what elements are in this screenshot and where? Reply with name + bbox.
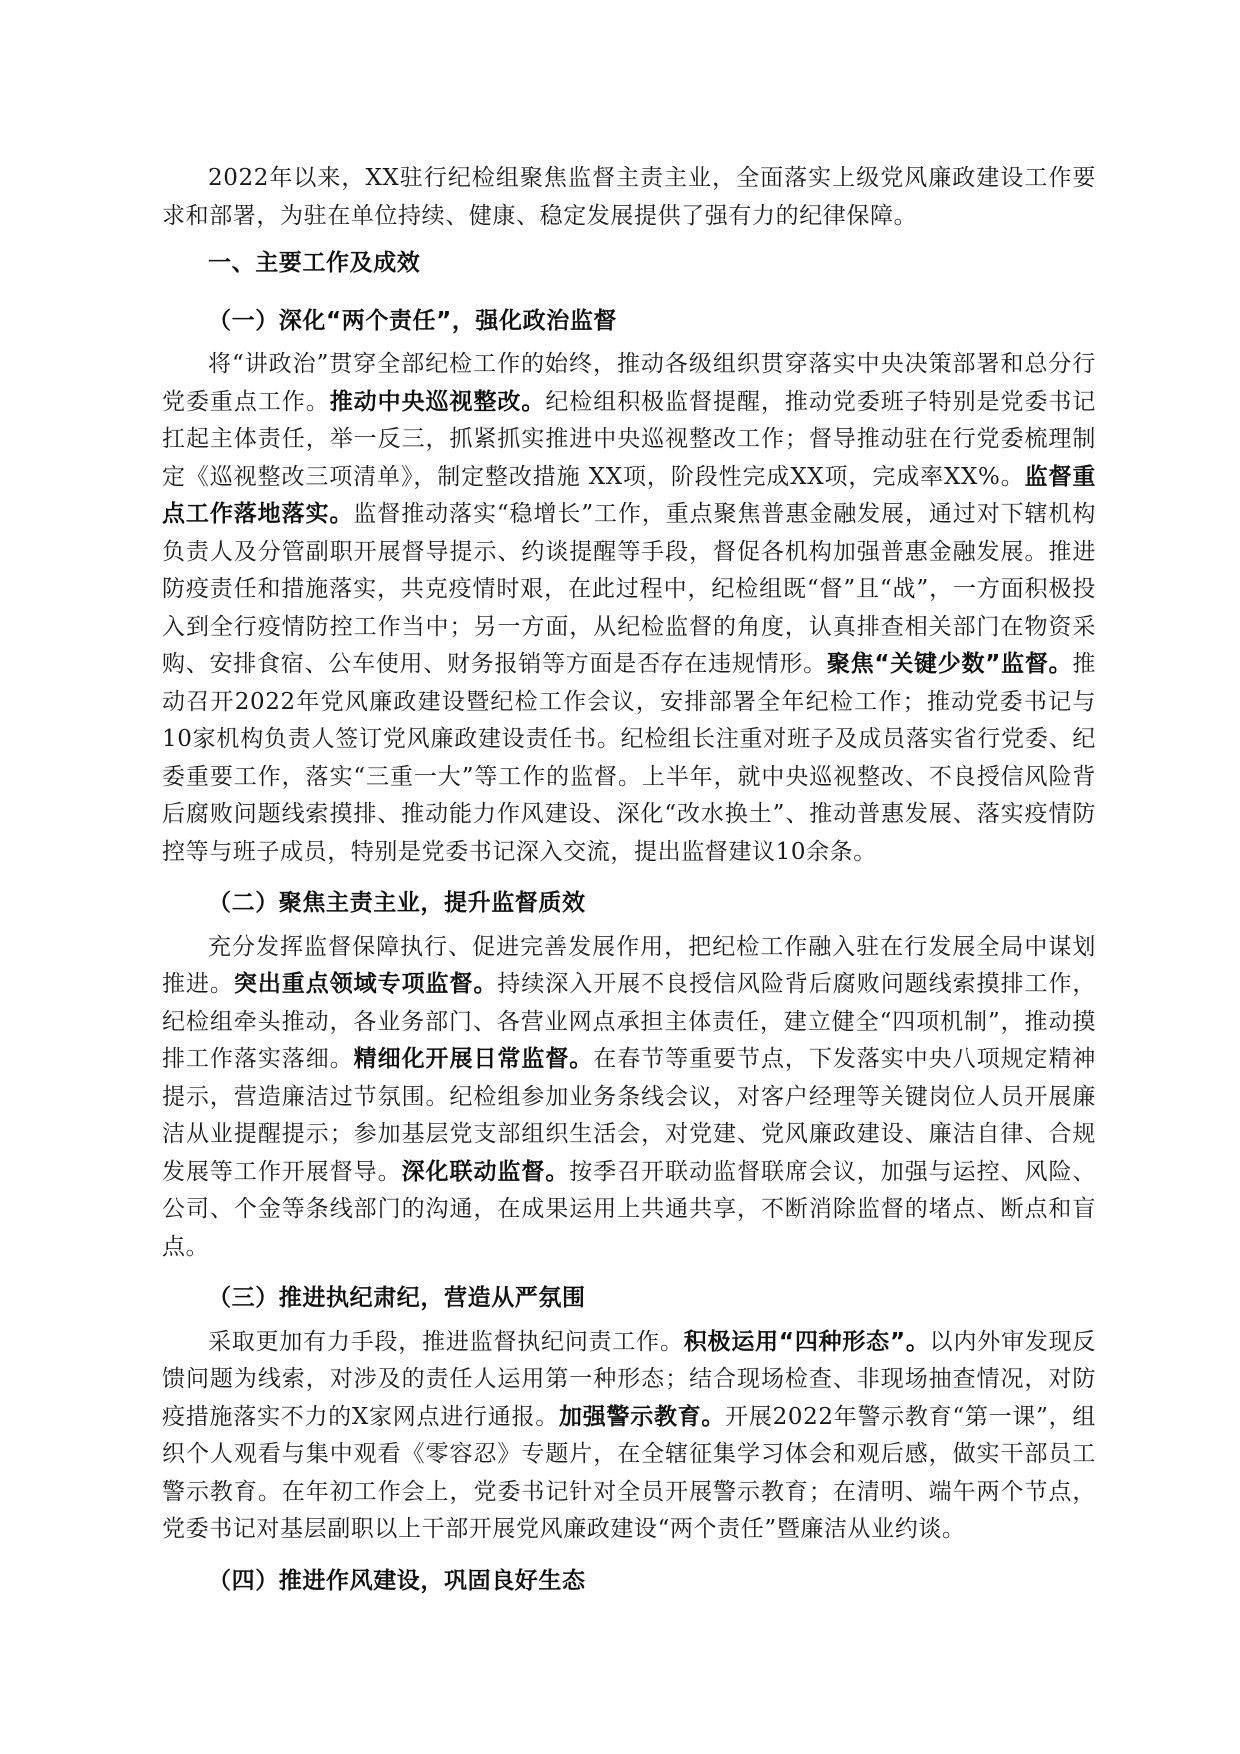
bold-lead-text: 推动中央巡视整改。 [329, 388, 546, 415]
body-text: 开展2022年警示教育“第一课”，组织个人观看与集中观看《零容忍》专题片，在全辖征集学习体会和观后感，做实干部员工警示教育。在年初工作会上，党委书记针对全员开展警示教育；在清明、端午两个节点，党委书记对基层副职以上干部开展党风廉政建设“两个责任”暨廉洁从业约谈。 [162, 1403, 1096, 1542]
body-text: 充分发挥监督保障执行、促进完善发展作用，把纪检工作融入驻在行发展全局中谋划推进。 [162, 933, 1096, 997]
bold-lead-text: 深化联动监督。 [401, 1158, 570, 1185]
bold-lead-text: 监督重点工作落地落实。 [162, 463, 1096, 527]
body-text: 纪检组积极监督提醒，推动党委班子特别是党委书记扛起主体责任，举一反三，抓紧抓实推进中央巡视整改工作；督导推动驻在行党委梳理制定《巡视整改三项清单》，制定整改措施 XX项，阶段性完成XX项，完成率XX%。 [162, 388, 1096, 490]
intro-paragraph: 2022年以来，XX驻行纪检组聚焦监督主责主业，全面落实上级党风廉政建设工作要求和部署，为驻在单位持续、健康、稳定发展提供了强有力的纪律保障。 [162, 165, 1096, 229]
body-text: 推动召开2022年党风廉政建设暨纪检工作会议，安排部署全年纪检工作；推动党委书记与10家机构负责人签订党风廉政建设责任书。纪检组长注重对班子及成员落实省行党委、纪委重要工作，落实“三重一大”等工作的监督。上半年，就中央巡视整改、不良授信风险背后腐败问题线索摸排、推动能力作风建设、深化“改水换土”、推动普惠发展、落实疫情防控等与班子成员，特别是党委书记深入交流，提出监督建议10余条。 [162, 651, 1096, 865]
subsection-2-paragraph [162, 929, 1096, 1267]
section-heading-main-work: 一、主要工作及成效 [208, 250, 421, 276]
bold-lead-text: 聚焦“关键少数”监督。 [826, 651, 1073, 677]
subsection-3-paragraph [162, 1324, 1096, 1549]
bold-lead-text: 积极运用“四种形态”。 [683, 1328, 930, 1355]
body-text: 以内外审发现反馈问题为线索，对涉及的责任人运用第一种形态；结合现场检查、非现场抽查情况，对防疫措施落实不力的X家网点进行通报。 [162, 1328, 1096, 1430]
body-text: 在春节等重要节点，下发落实中央八项规定精神提示，营造廉洁过节氛围。纪检组参加业务条线会议，对客户经理等关键岗位人员开展廉洁从业提醒提示；参加基层党支部组织生活会，对党建、党风廉政建设、廉洁自律、合规发展等工作开展督导。 [162, 1046, 1096, 1185]
document-page [162, 160, 1096, 1606]
body-text: 持续深入开展不良授信风险背后腐败问题线索摸排工作，纪检组牵头推动，各业务部门、各营业网点承担主体责任，建立健全“四项机制”，推动摸排工作落实落细。 [162, 971, 1096, 1072]
subsection-heading-4: （四）推进作风建设，巩固良好生态 [208, 1567, 586, 1594]
body-text: 采取更加有力手段，推进监督执纪问责工作。 [208, 1328, 684, 1355]
bold-lead-text: 精细化开展日常监督。 [353, 1046, 594, 1072]
subsection-heading-2: （二）聚焦主责主业，提升监督质效 [208, 890, 586, 916]
subsection-1-paragraph [162, 346, 1096, 871]
bold-lead-text: 突出重点领域专项监督。 [233, 971, 498, 997]
body-text: 将“讲政治”贯穿全部纪检工作的始终，推动各级组织贯穿落实中央决策部署和总分行党委重点工作。 [162, 351, 1096, 415]
body-text: 按季召开联动监督联席会议，加强与运控、风险、公司、个金等条线部门的沟通，在成果运用上共通共享，不断消除监督的堵点、断点和盲点。 [162, 1158, 1097, 1260]
subsection-heading-3: （三）推进执纪肃纪，营造从严氛围 [208, 1285, 586, 1311]
bold-lead-text: 加强警示教育。 [558, 1403, 726, 1430]
subsection-heading-1: （一）深化“两个责任”，强化政治监督 [208, 307, 618, 334]
body-text: 监督推动落实“稳增长”工作，重点聚焦普惠金融发展，通过对下辖机构负责人及分管副职开展督导提示、约谈提醒等手段，督促各机构加强普惠金融发展。推进防疫责任和措施落实，共克疫情时艰，在此过程中，纪检组既“督”且“战”，一方面积极投入到全行疫情防控工作当中；另一方面，从纪检监督的角度，认真排查相关部门在物资采购、安排食宿、公车使用、财务报销等方面是否存在违规情形。 [162, 501, 1096, 677]
